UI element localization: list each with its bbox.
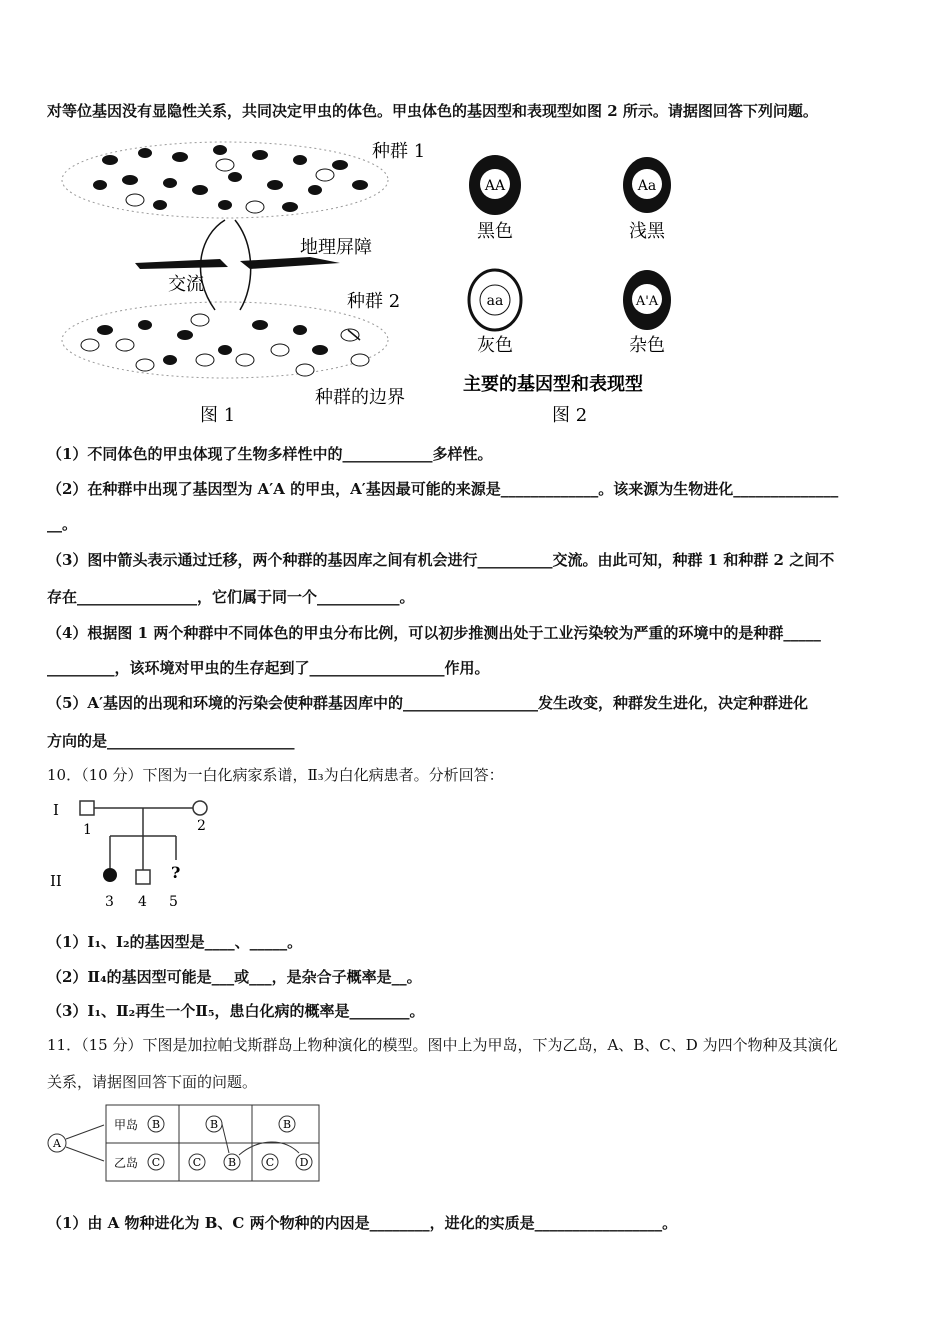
pop1-label: 种群 1 — [372, 141, 426, 162]
svg-text:aa: aa — [486, 293, 504, 309]
beetle-mixed — [623, 270, 671, 356]
fig1-caption: 图 1 — [200, 405, 236, 425]
barrier-label: 地理屏障 — [300, 237, 372, 258]
q10-part3: （3）Ⅰ₁、Ⅱ₂再生一个Ⅱ₅，患白化病的概率是________。 — [47, 1002, 425, 1020]
svg-text:A'A: A'A — [635, 294, 659, 309]
q11-part1: （1）由 A 物种进化为 B、C 两个物种的内因是________，进化的实质是_________________。 — [47, 1214, 678, 1232]
q9-part4-cont: _________，该环境对甲虫的生存起到了__________________作用。 — [47, 659, 490, 677]
individual-I1 — [80, 801, 94, 815]
species-C-2: C — [192, 1156, 202, 1169]
svg-text:杂色: 杂色 — [629, 335, 665, 356]
label-2: 2 — [197, 818, 206, 834]
fig2-subtitle: 主要的基因型和表现型 — [463, 374, 643, 395]
beetle-grey — [469, 270, 521, 356]
species-D: D — [299, 1156, 309, 1169]
q9-part2-cont: __。 — [47, 515, 78, 533]
q10-part2: （2）Ⅱ₄的基因型可能是___或___，是杂合子概率是__。 — [47, 968, 422, 986]
exchange-label: 交流 — [168, 274, 204, 295]
q11-stem: 11．（15 分）下图是加拉帕戈斯群岛上物种演化的模型。图中上为甲岛，下为乙岛，A、B、C、D 为四个物种及其演化 — [47, 1036, 838, 1054]
q9-part3: （3）图中箭头表示通过迁移，两个种群的基因库之间有机会进行__________交流。由此可知，种群 1 和种群 2 之间不 — [47, 551, 835, 569]
q9-part5-cont: 方向的是_________________________ — [47, 732, 295, 750]
label-5: 5 — [169, 894, 178, 910]
species-B-3: B — [227, 1156, 237, 1169]
q10-stem: 10．（10 分）下图为一白化病家系谱，Ⅱ₃为白化病患者。分析回答： — [47, 766, 504, 784]
label-3: 3 — [105, 894, 114, 910]
beetle-light-black — [623, 157, 671, 242]
geographic-barrier — [135, 257, 340, 269]
population-2-ellipse — [62, 302, 388, 378]
svg-text:浅黑: 浅黑 — [629, 221, 665, 242]
species-C-1: C — [151, 1156, 161, 1169]
q9-part3-cont: 存在________________，它们属于同一个___________。 — [47, 588, 415, 606]
beetle-black — [469, 155, 521, 242]
q9-part4: （4）根据图 1 两个种群中不同体色的甲虫分布比例，可以初步推测出处于工业污染较为严重的环境中的是种群_____ — [47, 624, 821, 642]
species-C-3: C — [265, 1156, 275, 1169]
species-B-4: B — [282, 1118, 292, 1131]
svg-text:AA: AA — [484, 178, 506, 194]
individual-II4 — [136, 870, 150, 884]
figure-2 — [455, 135, 705, 425]
generation-1-label: I — [53, 801, 59, 819]
generation-2-label: II — [50, 872, 62, 890]
individual-I2 — [193, 801, 207, 815]
figure-1 — [50, 135, 440, 425]
svg-text:灰色: 灰色 — [477, 335, 513, 356]
pedigree-chart — [45, 798, 245, 913]
svg-text:A: A — [53, 1137, 61, 1150]
pop2-label: 种群 2 — [347, 291, 401, 312]
label-4: 4 — [138, 894, 147, 910]
q11-stem-cont: 关系，请据图回答下面的问题。 — [47, 1073, 258, 1091]
individual-II3-affected — [103, 868, 117, 882]
q9-part1: （1）不同体色的甲虫体现了生物多样性中的____________多样性。 — [47, 445, 493, 463]
intro-text: 对等位基因没有显隐性关系，共同决定甲虫的体色。甲虫体色的基因型和表现型如图 2 所示。请据图回答下列问题。 — [47, 102, 818, 120]
q10-part1: （1）Ⅰ₁、Ⅰ₂的基因型是____、_____。 — [47, 933, 303, 951]
label-1: 1 — [83, 822, 92, 838]
q9-part2: （2）在种群中出现了基因型为 A′A 的甲虫，A′基因最可能的来源是_____________。该来源为生物进化______________ — [47, 480, 839, 498]
svg-text:黑色: 黑色 — [477, 221, 513, 242]
island-jia: 甲岛 — [114, 1118, 139, 1132]
species-B-1: B — [151, 1118, 161, 1131]
q9-part5: （5）A′基因的出现和环境的污染会使种群基因库中的__________________发生改变，种群发生进化，决定种群进化 — [47, 694, 809, 712]
fig2-caption: 图 2 — [552, 405, 588, 425]
island-evolution-diagram — [44, 1103, 334, 1188]
island-yi: 乙岛 — [114, 1156, 139, 1170]
boundary-label: 种群的边界 — [315, 387, 405, 408]
svg-text:Aa: Aa — [637, 178, 657, 194]
species-B-2: B — [209, 1118, 219, 1131]
individual-II5-unknown: ? — [171, 863, 181, 882]
